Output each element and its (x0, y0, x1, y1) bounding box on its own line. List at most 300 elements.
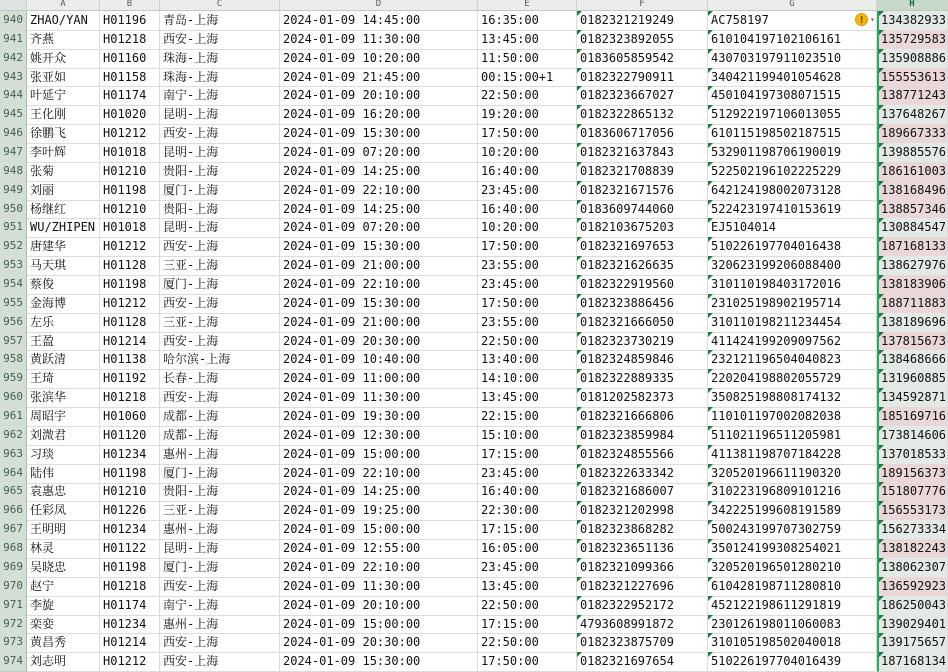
route-cell[interactable]: 西安-上海 (160, 237, 280, 257)
arrival-time-cell[interactable]: 23:45:00 (478, 464, 577, 484)
name-cell[interactable]: 任彩凤 (27, 501, 100, 521)
route-cell[interactable]: 厦门-上海 (160, 464, 280, 484)
arrival-time-cell[interactable]: 22:30:00 (478, 501, 577, 521)
departure-datetime-cell[interactable]: 2024-01-09 12:55:00 (280, 539, 478, 559)
departure-datetime-cell[interactable]: 2024-01-09 11:00:00 (280, 369, 478, 389)
name-cell[interactable]: 左乐 (27, 313, 100, 333)
flight-no-cell[interactable]: H01196 (100, 11, 160, 31)
row-header[interactable]: 950 (0, 200, 27, 220)
name-cell[interactable]: 徐鹏飞 (27, 124, 100, 144)
route-cell[interactable]: 贵阳-上海 (160, 162, 280, 182)
row-header[interactable]: 970 (0, 577, 27, 597)
ticket-number-cell[interactable]: 0182323667027 (577, 86, 708, 106)
id-number-cell[interactable]: 350124199308254021 (708, 539, 877, 559)
mobile-number-cell[interactable]: 135729583 (877, 30, 948, 50)
ticket-number-cell[interactable]: 0182322790911 (577, 68, 708, 88)
id-number-cell[interactable]: 310110198403172016 (708, 275, 877, 295)
departure-datetime-cell[interactable]: 2024-01-09 20:30:00 (280, 332, 478, 352)
departure-datetime-cell[interactable]: 2024-01-09 19:25:00 (280, 501, 478, 521)
arrival-time-cell[interactable]: 17:50:00 (478, 652, 577, 672)
name-cell[interactable]: 刘志明 (27, 652, 100, 672)
ticket-number-cell[interactable]: 0182321202998 (577, 501, 708, 521)
flight-no-cell[interactable]: H01210 (100, 200, 160, 220)
warning-icon[interactable]: ! (855, 13, 868, 26)
name-cell[interactable]: 齐燕 (27, 30, 100, 50)
ticket-number-cell[interactable]: 0182321697653 (577, 237, 708, 257)
ticket-number-cell[interactable]: 0182321626635 (577, 256, 708, 276)
name-cell[interactable]: 赵宁 (27, 577, 100, 597)
id-number-cell[interactable]: 310105198502040018 (708, 633, 877, 653)
row-header[interactable]: 943 (0, 68, 27, 88)
departure-datetime-cell[interactable]: 2024-01-09 14:25:00 (280, 200, 478, 220)
arrival-time-cell[interactable]: 16:40:00 (478, 200, 577, 220)
id-number-cell[interactable]: 642124198002073128 (708, 181, 877, 201)
id-number-cell[interactable]: 500243199707302759 (708, 520, 877, 540)
ticket-number-cell[interactable]: 0182103675203 (577, 218, 708, 238)
name-cell[interactable]: 王盈 (27, 332, 100, 352)
route-cell[interactable]: 西安-上海 (160, 577, 280, 597)
flight-no-cell[interactable]: H01218 (100, 388, 160, 408)
route-cell[interactable]: 南宁-上海 (160, 596, 280, 616)
arrival-time-cell[interactable]: 22:50:00 (478, 596, 577, 616)
id-number-cell[interactable]: 430703197911023510 (708, 49, 877, 69)
route-cell[interactable]: 青岛-上海 (160, 11, 280, 31)
row-header[interactable]: 965 (0, 482, 27, 502)
mobile-number-cell[interactable]: 138182243 (877, 539, 948, 559)
name-cell[interactable]: 李旋 (27, 596, 100, 616)
column-header-e[interactable]: E (478, 0, 577, 10)
departure-datetime-cell[interactable]: 2024-01-09 11:30:00 (280, 577, 478, 597)
name-cell[interactable]: 吴晓忠 (27, 558, 100, 578)
route-cell[interactable]: 哈尔滨-上海 (160, 350, 280, 370)
departure-datetime-cell[interactable]: 2024-01-09 22:10:00 (280, 464, 478, 484)
arrival-time-cell[interactable]: 17:15:00 (478, 445, 577, 465)
mobile-number-cell[interactable]: 137018533 (877, 445, 948, 465)
route-cell[interactable]: 珠海-上海 (160, 49, 280, 69)
arrival-time-cell[interactable]: 16:40:00 (478, 482, 577, 502)
name-cell[interactable]: 黄跃清 (27, 350, 100, 370)
ticket-number-cell[interactable]: 0182321686007 (577, 482, 708, 502)
flight-no-cell[interactable]: H01212 (100, 652, 160, 672)
row-header[interactable]: 961 (0, 407, 27, 427)
arrival-time-cell[interactable]: 23:55:00 (478, 313, 577, 333)
ticket-number-cell[interactable]: 0182323892055 (577, 30, 708, 50)
arrival-time-cell[interactable]: 17:15:00 (478, 520, 577, 540)
name-cell[interactable]: 陆伟 (27, 464, 100, 484)
id-number-cell[interactable]: 230126198011060083 (708, 615, 877, 635)
departure-datetime-cell[interactable]: 2024-01-09 20:30:00 (280, 633, 478, 653)
arrival-time-cell[interactable]: 15:10:00 (478, 426, 577, 446)
mobile-number-cell[interactable]: 186161003 (877, 162, 948, 182)
arrival-time-cell[interactable]: 23:45:00 (478, 275, 577, 295)
route-cell[interactable]: 西安-上海 (160, 388, 280, 408)
flight-no-cell[interactable]: H01018 (100, 143, 160, 163)
flight-no-cell[interactable]: H01218 (100, 577, 160, 597)
id-number-cell[interactable]: 320520196611190320 (708, 464, 877, 484)
mobile-number-cell[interactable]: 138771243 (877, 86, 948, 106)
row-header[interactable]: 952 (0, 237, 27, 257)
id-number-cell[interactable]: 320623199206088400 (708, 256, 877, 276)
row-header[interactable]: 942 (0, 49, 27, 69)
departure-datetime-cell[interactable]: 2024-01-09 21:00:00 (280, 256, 478, 276)
route-cell[interactable]: 西安-上海 (160, 294, 280, 314)
departure-datetime-cell[interactable]: 2024-01-09 10:20:00 (280, 49, 478, 69)
flight-no-cell[interactable]: H01128 (100, 313, 160, 333)
route-cell[interactable]: 惠州-上海 (160, 445, 280, 465)
arrival-time-cell[interactable]: 23:55:00 (478, 256, 577, 276)
departure-datetime-cell[interactable]: 2024-01-09 15:30:00 (280, 237, 478, 257)
departure-datetime-cell[interactable]: 2024-01-09 20:10:00 (280, 86, 478, 106)
mobile-number-cell[interactable]: 136592923 (877, 577, 948, 597)
name-cell[interactable]: ZHAO/YAN (27, 11, 100, 31)
ticket-number-cell[interactable]: 0182321671576 (577, 181, 708, 201)
row-header[interactable]: 966 (0, 501, 27, 521)
departure-datetime-cell[interactable]: 2024-01-09 21:00:00 (280, 313, 478, 333)
route-cell[interactable]: 昆明-上海 (160, 105, 280, 125)
arrival-time-cell[interactable]: 13:40:00 (478, 350, 577, 370)
chevron-down-icon[interactable]: ▾ (870, 15, 875, 24)
departure-datetime-cell[interactable]: 2024-01-09 19:30:00 (280, 407, 478, 427)
row-header[interactable]: 967 (0, 520, 27, 540)
mobile-number-cell[interactable]: 134592871 (877, 388, 948, 408)
route-cell[interactable]: 昆明-上海 (160, 143, 280, 163)
row-header[interactable]: 947 (0, 143, 27, 163)
name-cell[interactable]: 周昭宇 (27, 407, 100, 427)
mobile-number-cell[interactable]: 138468666 (877, 350, 948, 370)
mobile-number-cell[interactable]: 135908886 (877, 49, 948, 69)
departure-datetime-cell[interactable]: 2024-01-09 15:30:00 (280, 294, 478, 314)
id-number-cell[interactable]: 610115198502187515 (708, 124, 877, 144)
departure-datetime-cell[interactable]: 2024-01-09 12:30:00 (280, 426, 478, 446)
id-number-cell[interactable]: 452122198611291819 (708, 596, 877, 616)
id-number-cell[interactable]: 340421199401054628 (708, 68, 877, 88)
row-header[interactable]: 973 (0, 633, 27, 653)
name-cell[interactable]: 张亚如 (27, 68, 100, 88)
flight-no-cell[interactable]: H01128 (100, 256, 160, 276)
flight-no-cell[interactable]: H01198 (100, 558, 160, 578)
departure-datetime-cell[interactable]: 2024-01-09 10:40:00 (280, 350, 478, 370)
name-cell[interactable]: WU/ZHIPEN (27, 218, 100, 238)
mobile-number-cell[interactable]: 139175657 (877, 633, 948, 653)
ticket-number-cell[interactable]: 0182323886456 (577, 294, 708, 314)
arrival-time-cell[interactable]: 10:20:00 (478, 143, 577, 163)
flight-no-cell[interactable]: H01122 (100, 539, 160, 559)
route-cell[interactable]: 三亚-上海 (160, 256, 280, 276)
id-number-cell[interactable]: 411381198707184228 (708, 445, 877, 465)
departure-datetime-cell[interactable]: 2024-01-09 14:25:00 (280, 482, 478, 502)
name-cell[interactable]: 张滨华 (27, 388, 100, 408)
column-header-h[interactable]: H (877, 0, 948, 10)
mobile-number-cell[interactable]: 187168134 (877, 652, 948, 672)
ticket-number-cell[interactable]: 0182322919560 (577, 275, 708, 295)
arrival-time-cell[interactable]: 17:50:00 (478, 124, 577, 144)
name-cell[interactable]: 王明明 (27, 520, 100, 540)
arrival-time-cell[interactable]: 13:45:00 (478, 577, 577, 597)
column-header-g[interactable]: G (708, 0, 877, 10)
departure-datetime-cell[interactable]: 2024-01-09 20:10:00 (280, 596, 478, 616)
route-cell[interactable]: 厦门-上海 (160, 275, 280, 295)
departure-datetime-cell[interactable]: 2024-01-09 22:10:00 (280, 558, 478, 578)
ticket-number-cell[interactable]: 0182323730219 (577, 332, 708, 352)
arrival-time-cell[interactable]: 13:45:00 (478, 388, 577, 408)
id-number-cell[interactable]: 232121196504040823 (708, 350, 877, 370)
mobile-number-cell[interactable]: 185169716 (877, 407, 948, 427)
departure-datetime-cell[interactable]: 2024-01-09 11:30:00 (280, 30, 478, 50)
flight-no-cell[interactable]: H01158 (100, 68, 160, 88)
mobile-number-cell[interactable]: 186250043 (877, 596, 948, 616)
departure-datetime-cell[interactable]: 2024-01-09 07:20:00 (280, 143, 478, 163)
arrival-time-cell[interactable]: 13:45:00 (478, 30, 577, 50)
id-number-cell[interactable]: 450104197308071515 (708, 86, 877, 106)
ticket-number-cell[interactable]: 0182322889335 (577, 369, 708, 389)
arrival-time-cell[interactable]: 19:20:00 (478, 105, 577, 125)
route-cell[interactable]: 惠州-上海 (160, 615, 280, 635)
id-number-cell[interactable]: 231025198902195714 (708, 294, 877, 314)
route-cell[interactable]: 长春-上海 (160, 369, 280, 389)
flight-no-cell[interactable]: H01198 (100, 275, 160, 295)
name-cell[interactable]: 杨继红 (27, 200, 100, 220)
departure-datetime-cell[interactable]: 2024-01-09 15:30:00 (280, 124, 478, 144)
row-header[interactable]: 972 (0, 615, 27, 635)
id-number-cell[interactable]: 522502196102225229 (708, 162, 877, 182)
arrival-time-cell[interactable]: 22:50:00 (478, 86, 577, 106)
row-header[interactable]: 953 (0, 256, 27, 276)
ticket-number-cell[interactable]: 0182324859846 (577, 350, 708, 370)
ticket-number-cell[interactable]: 0182322952172 (577, 596, 708, 616)
mobile-number-cell[interactable]: 189156373 (877, 464, 948, 484)
arrival-time-cell[interactable]: 23:45:00 (478, 558, 577, 578)
arrival-time-cell[interactable]: 17:50:00 (478, 294, 577, 314)
mobile-number-cell[interactable]: 156553173 (877, 501, 948, 521)
flight-no-cell[interactable]: H01138 (100, 350, 160, 370)
route-cell[interactable]: 贵阳-上海 (160, 482, 280, 502)
mobile-number-cell[interactable]: 137648267 (877, 105, 948, 125)
flight-no-cell[interactable]: H01234 (100, 445, 160, 465)
id-number-cell[interactable]: 220204198802055729 (708, 369, 877, 389)
flight-no-cell[interactable]: H01060 (100, 407, 160, 427)
id-number-cell[interactable]: 510226197704016438 (708, 237, 877, 257)
flight-no-cell[interactable]: H01192 (100, 369, 160, 389)
ticket-number-cell[interactable]: 0182322633342 (577, 464, 708, 484)
departure-datetime-cell[interactable]: 2024-01-09 11:30:00 (280, 388, 478, 408)
mobile-number-cell[interactable]: 189667333 (877, 124, 948, 144)
route-cell[interactable]: 南宁-上海 (160, 86, 280, 106)
ticket-number-cell[interactable]: 0183609744060 (577, 200, 708, 220)
departure-datetime-cell[interactable]: 2024-01-09 15:00:00 (280, 445, 478, 465)
mobile-number-cell[interactable]: 137815673 (877, 332, 948, 352)
row-header[interactable]: 959 (0, 369, 27, 389)
route-cell[interactable]: 西安-上海 (160, 652, 280, 672)
name-cell[interactable]: 姚开众 (27, 49, 100, 69)
arrival-time-cell[interactable]: 14:10:00 (478, 369, 577, 389)
id-number-cell[interactable]: 610428198711280810 (708, 577, 877, 597)
departure-datetime-cell[interactable]: 2024-01-09 15:00:00 (280, 615, 478, 635)
name-cell[interactable]: 林灵 (27, 539, 100, 559)
name-cell[interactable]: 李叶辉 (27, 143, 100, 163)
row-header[interactable]: 948 (0, 162, 27, 182)
mobile-number-cell[interactable]: 138183906 (877, 275, 948, 295)
row-header[interactable]: 940 (0, 11, 27, 31)
ticket-number-cell[interactable]: 0182321708839 (577, 162, 708, 182)
flight-no-cell[interactable]: H01226 (100, 501, 160, 521)
id-number-cell[interactable]: 310110198211234454 (708, 313, 877, 333)
ticket-number-cell[interactable]: 0182323868282 (577, 520, 708, 540)
departure-datetime-cell[interactable]: 2024-01-09 07:20:00 (280, 218, 478, 238)
id-number-cell[interactable]: 511021196511205981 (708, 426, 877, 446)
arrival-time-cell[interactable]: 17:50:00 (478, 237, 577, 257)
arrival-time-cell[interactable]: 16:35:00 (478, 11, 577, 31)
name-cell[interactable]: 马天琪 (27, 256, 100, 276)
flight-no-cell[interactable]: H01160 (100, 49, 160, 69)
mobile-number-cell[interactable]: 187168133 (877, 237, 948, 257)
route-cell[interactable]: 三亚-上海 (160, 501, 280, 521)
row-header[interactable]: 964 (0, 464, 27, 484)
arrival-time-cell[interactable]: 16:40:00 (478, 162, 577, 182)
mobile-number-cell[interactable]: 188711883 (877, 294, 948, 314)
select-all-corner[interactable] (0, 0, 27, 10)
name-cell[interactable]: 栾娈 (27, 615, 100, 635)
id-number-cell[interactable] (708, 11, 877, 31)
departure-datetime-cell[interactable]: 2024-01-09 14:25:00 (280, 162, 478, 182)
column-header-f[interactable]: F (577, 0, 708, 10)
column-header-c[interactable]: C (160, 0, 280, 10)
row-header[interactable]: 944 (0, 86, 27, 106)
route-cell[interactable]: 三亚-上海 (160, 313, 280, 333)
name-cell[interactable]: 王化刚 (27, 105, 100, 125)
id-number-cell[interactable]: 610104197102106161 (708, 30, 877, 50)
name-cell[interactable]: 袁惠忠 (27, 482, 100, 502)
row-header[interactable]: 963 (0, 445, 27, 465)
route-cell[interactable]: 昆明-上海 (160, 218, 280, 238)
id-number-cell[interactable]: 342225199608191589 (708, 501, 877, 521)
ticket-number-cell[interactable]: 0183606717056 (577, 124, 708, 144)
flight-no-cell[interactable]: H01212 (100, 124, 160, 144)
ticket-number-cell[interactable]: 0183605859542 (577, 49, 708, 69)
name-cell[interactable]: 刘丽 (27, 181, 100, 201)
ticket-number-cell[interactable]: 0182321666050 (577, 313, 708, 333)
column-header-b[interactable]: B (100, 0, 160, 10)
row-header[interactable]: 974 (0, 652, 27, 672)
departure-datetime-cell[interactable]: 2024-01-09 15:30:00 (280, 652, 478, 672)
id-number-cell[interactable]: 522423197410153619 (708, 200, 877, 220)
arrival-time-cell[interactable]: 22:15:00 (478, 407, 577, 427)
route-cell[interactable]: 厦门-上海 (160, 558, 280, 578)
flight-no-cell[interactable]: H01214 (100, 332, 160, 352)
route-cell[interactable]: 惠州-上海 (160, 520, 280, 540)
flight-no-cell[interactable]: H01212 (100, 237, 160, 257)
mobile-number-cell[interactable]: 131960885 (877, 369, 948, 389)
mobile-number-cell[interactable]: 155553613 (877, 68, 948, 88)
route-cell[interactable]: 西安-上海 (160, 633, 280, 653)
route-cell[interactable]: 厦门-上海 (160, 181, 280, 201)
mobile-number-cell[interactable]: 156273334 (877, 520, 948, 540)
flight-no-cell[interactable]: H01234 (100, 615, 160, 635)
name-cell[interactable]: 刘溦君 (27, 426, 100, 446)
route-cell[interactable]: 西安-上海 (160, 332, 280, 352)
arrival-time-cell[interactable]: 16:05:00 (478, 539, 577, 559)
row-header[interactable]: 971 (0, 596, 27, 616)
name-cell[interactable]: 黄昌秀 (27, 633, 100, 653)
row-header[interactable]: 941 (0, 30, 27, 50)
route-cell[interactable]: 成都-上海 (160, 407, 280, 427)
mobile-number-cell[interactable]: 138189696 (877, 313, 948, 333)
ticket-number-cell[interactable]: 0182321227696 (577, 577, 708, 597)
name-cell[interactable]: 叶延宁 (27, 86, 100, 106)
row-header[interactable]: 956 (0, 313, 27, 333)
departure-datetime-cell[interactable]: 2024-01-09 22:10:00 (280, 275, 478, 295)
arrival-time-cell[interactable]: 11:50:00 (478, 49, 577, 69)
route-cell[interactable]: 成都-上海 (160, 426, 280, 446)
row-header[interactable]: 946 (0, 124, 27, 144)
row-header[interactable]: 957 (0, 332, 27, 352)
row-header[interactable]: 969 (0, 558, 27, 578)
row-header[interactable]: 945 (0, 105, 27, 125)
row-header[interactable]: 954 (0, 275, 27, 295)
flight-no-cell[interactable]: H01120 (100, 426, 160, 446)
id-number-cell[interactable]: 320520196501280210 (708, 558, 877, 578)
id-number-cell[interactable]: 510226197704016439 (708, 652, 877, 672)
id-number-cell[interactable]: 110101197002082038 (708, 407, 877, 427)
route-cell[interactable]: 贵阳-上海 (160, 200, 280, 220)
id-number-cell[interactable]: 411424199209097562 (708, 332, 877, 352)
ticket-number-cell[interactable]: 0182321219249 (577, 11, 708, 31)
ticket-number-cell[interactable]: 0182321099366 (577, 558, 708, 578)
flight-no-cell[interactable]: H01198 (100, 181, 160, 201)
arrival-time-cell[interactable]: 23:45:00 (478, 181, 577, 201)
ticket-number-cell[interactable]: 0182322865132 (577, 105, 708, 125)
name-cell[interactable]: 王琦 (27, 369, 100, 389)
mobile-number-cell[interactable]: 138627976 (877, 256, 948, 276)
ticket-number-cell[interactable]: 0182323859984 (577, 426, 708, 446)
flight-no-cell[interactable]: H01018 (100, 218, 160, 238)
mobile-number-cell[interactable]: 139885576 (877, 143, 948, 163)
row-header[interactable]: 968 (0, 539, 27, 559)
id-number-cell[interactable]: 512922197106013055 (708, 105, 877, 125)
column-header-a[interactable]: A (27, 0, 100, 10)
flight-no-cell[interactable]: H01174 (100, 86, 160, 106)
departure-datetime-cell[interactable]: 2024-01-09 22:10:00 (280, 181, 478, 201)
arrival-time-cell[interactable]: 00:15:00+1 (478, 68, 577, 88)
flight-no-cell[interactable]: H01234 (100, 520, 160, 540)
name-cell[interactable]: 金海博 (27, 294, 100, 314)
row-header[interactable]: 958 (0, 350, 27, 370)
row-header[interactable]: 949 (0, 181, 27, 201)
mobile-number-cell[interactable]: 173814606 (877, 426, 948, 446)
flight-no-cell[interactable]: H01218 (100, 30, 160, 50)
name-cell[interactable]: 唐建华 (27, 237, 100, 257)
row-header[interactable]: 955 (0, 294, 27, 314)
arrival-time-cell[interactable]: 17:15:00 (478, 615, 577, 635)
row-header[interactable]: 960 (0, 388, 27, 408)
flight-no-cell[interactable]: H01210 (100, 162, 160, 182)
ticket-number-cell[interactable]: 0182321697654 (577, 652, 708, 672)
id-number-cell[interactable]: EJ5104014 (708, 218, 877, 238)
flight-no-cell[interactable]: H01212 (100, 294, 160, 314)
name-cell[interactable]: 蔡俊 (27, 275, 100, 295)
mobile-number-cell[interactable]: 138168496 (877, 181, 948, 201)
ticket-number-cell[interactable]: 0182324855566 (577, 445, 708, 465)
ticket-number-cell[interactable]: 0182321666806 (577, 407, 708, 427)
row-header[interactable]: 962 (0, 426, 27, 446)
departure-datetime-cell[interactable]: 2024-01-09 16:20:00 (280, 105, 478, 125)
row-header[interactable]: 951 (0, 218, 27, 238)
arrival-time-cell[interactable]: 22:50:00 (478, 332, 577, 352)
ticket-number-cell[interactable]: 4793608991872 (577, 615, 708, 635)
flight-no-cell[interactable]: H01174 (100, 596, 160, 616)
name-cell[interactable]: 习琰 (27, 445, 100, 465)
route-cell[interactable]: 西安-上海 (160, 124, 280, 144)
mobile-number-cell[interactable]: 139029401 (877, 615, 948, 635)
